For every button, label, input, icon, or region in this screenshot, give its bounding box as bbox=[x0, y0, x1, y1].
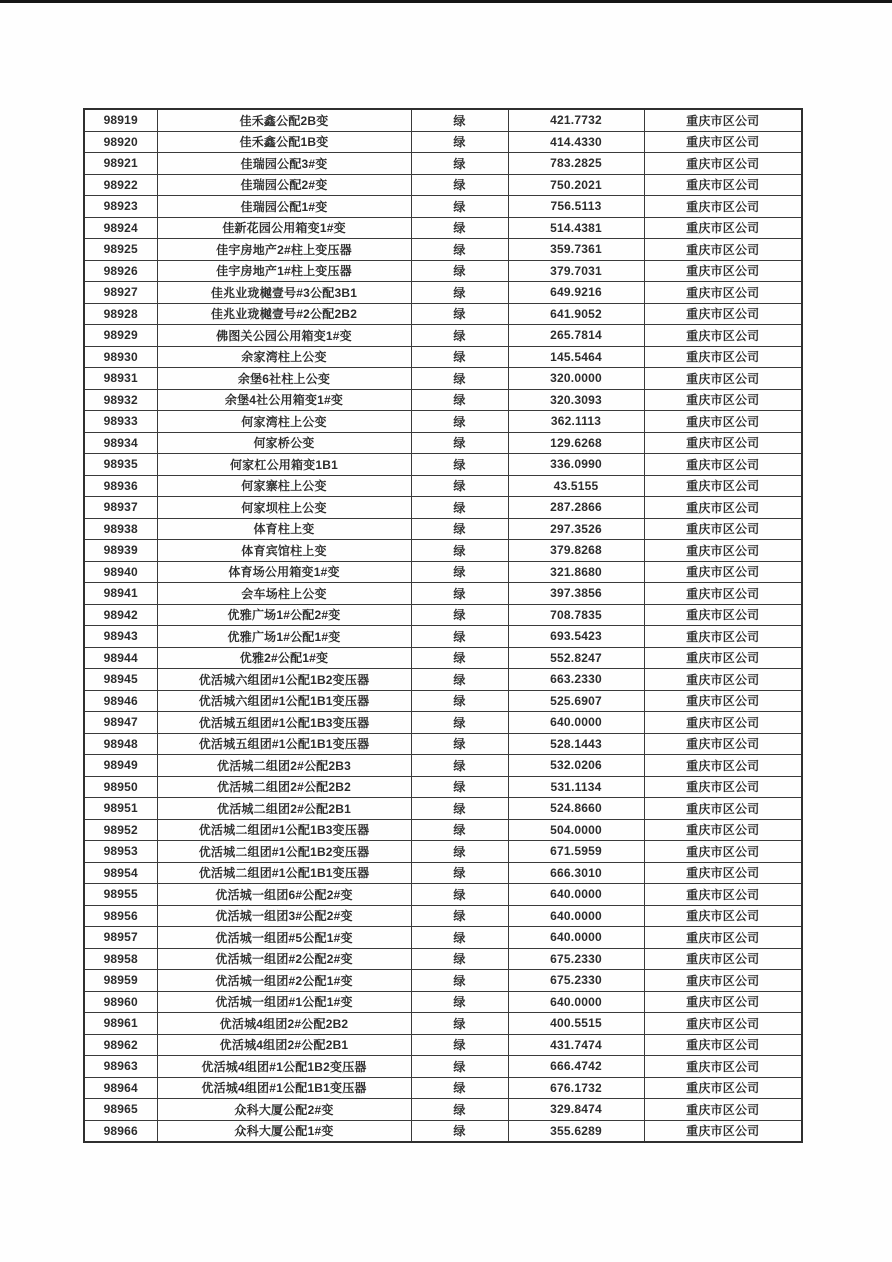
cell-value: 750.2021 bbox=[508, 174, 644, 196]
cell-status: 绿 bbox=[411, 604, 508, 626]
cell-company: 重庆市区公司 bbox=[644, 497, 802, 519]
cell-company: 重庆市区公司 bbox=[644, 712, 802, 734]
cell-company: 重庆市区公司 bbox=[644, 690, 802, 712]
cell-record-name: 佳瑞园公配3#变 bbox=[157, 153, 411, 175]
table-row bbox=[84, 626, 802, 648]
cell-value: 663.2330 bbox=[508, 669, 644, 691]
table-row bbox=[84, 368, 802, 390]
scan-top-rule bbox=[0, 0, 892, 3]
table-row bbox=[84, 303, 802, 325]
cell-record-name: 优活城五组团#1公配1B1变压器 bbox=[157, 733, 411, 755]
table-row bbox=[84, 561, 802, 583]
cell-value: 321.8680 bbox=[508, 561, 644, 583]
cell-record-id: 98943 bbox=[84, 626, 157, 648]
cell-record-name: 众科大厦公配2#变 bbox=[157, 1099, 411, 1121]
cell-status: 绿 bbox=[411, 518, 508, 540]
cell-value: 552.8247 bbox=[508, 647, 644, 669]
cell-record-id: 98962 bbox=[84, 1034, 157, 1056]
cell-company: 重庆市区公司 bbox=[644, 733, 802, 755]
cell-company: 重庆市区公司 bbox=[644, 518, 802, 540]
cell-record-id: 98956 bbox=[84, 905, 157, 927]
cell-record-id: 98954 bbox=[84, 862, 157, 884]
cell-record-name: 众科大厦公配1#变 bbox=[157, 1120, 411, 1142]
cell-company: 重庆市区公司 bbox=[644, 948, 802, 970]
cell-status: 绿 bbox=[411, 669, 508, 691]
cell-company: 重庆市区公司 bbox=[644, 755, 802, 777]
cell-company: 重庆市区公司 bbox=[644, 1056, 802, 1078]
table-row bbox=[84, 884, 802, 906]
cell-status: 绿 bbox=[411, 1013, 508, 1035]
cell-record-id: 98946 bbox=[84, 690, 157, 712]
table-row bbox=[84, 346, 802, 368]
cell-value: 336.0990 bbox=[508, 454, 644, 476]
cell-company: 重庆市区公司 bbox=[644, 217, 802, 239]
cell-record-name: 体育柱上变 bbox=[157, 518, 411, 540]
cell-status: 绿 bbox=[411, 475, 508, 497]
table-row bbox=[84, 260, 802, 282]
cell-company: 重庆市区公司 bbox=[644, 583, 802, 605]
cell-company: 重庆市区公司 bbox=[644, 604, 802, 626]
cell-record-id: 98934 bbox=[84, 432, 157, 454]
table-row bbox=[84, 970, 802, 992]
transformer-records-table bbox=[83, 108, 803, 1143]
cell-status: 绿 bbox=[411, 841, 508, 863]
cell-status: 绿 bbox=[411, 755, 508, 777]
cell-record-name: 优活城一组团#2公配1#变 bbox=[157, 970, 411, 992]
cell-status: 绿 bbox=[411, 174, 508, 196]
cell-value: 525.6907 bbox=[508, 690, 644, 712]
table-row bbox=[84, 669, 802, 691]
cell-value: 379.7031 bbox=[508, 260, 644, 282]
cell-company: 重庆市区公司 bbox=[644, 927, 802, 949]
table-row bbox=[84, 841, 802, 863]
table-row bbox=[84, 1120, 802, 1142]
cell-record-name: 体育宾馆柱上变 bbox=[157, 540, 411, 562]
cell-record-id: 98937 bbox=[84, 497, 157, 519]
cell-value: 320.3093 bbox=[508, 389, 644, 411]
cell-status: 绿 bbox=[411, 862, 508, 884]
cell-value: 675.2330 bbox=[508, 970, 644, 992]
cell-status: 绿 bbox=[411, 776, 508, 798]
cell-record-id: 98926 bbox=[84, 260, 157, 282]
table-row bbox=[84, 540, 802, 562]
cell-company: 重庆市区公司 bbox=[644, 776, 802, 798]
table-row bbox=[84, 1034, 802, 1056]
cell-record-id: 98957 bbox=[84, 927, 157, 949]
cell-record-name: 优活城一组团6#公配2#变 bbox=[157, 884, 411, 906]
cell-value: 532.0206 bbox=[508, 755, 644, 777]
cell-record-name: 优活城二组团2#公配2B3 bbox=[157, 755, 411, 777]
table-row bbox=[84, 389, 802, 411]
cell-record-id: 98933 bbox=[84, 411, 157, 433]
cell-status: 绿 bbox=[411, 411, 508, 433]
table-row bbox=[84, 712, 802, 734]
cell-status: 绿 bbox=[411, 239, 508, 261]
cell-company: 重庆市区公司 bbox=[644, 626, 802, 648]
table-row bbox=[84, 927, 802, 949]
cell-record-id: 98938 bbox=[84, 518, 157, 540]
cell-value: 287.2866 bbox=[508, 497, 644, 519]
cell-record-name: 优活城五组团#1公配1B3变压器 bbox=[157, 712, 411, 734]
cell-record-id: 98936 bbox=[84, 475, 157, 497]
cell-company: 重庆市区公司 bbox=[644, 174, 802, 196]
cell-company: 重庆市区公司 bbox=[644, 346, 802, 368]
cell-value: 43.5155 bbox=[508, 475, 644, 497]
cell-record-name: 佛图关公园公用箱变1#变 bbox=[157, 325, 411, 347]
cell-record-id: 98928 bbox=[84, 303, 157, 325]
table-row bbox=[84, 475, 802, 497]
cell-record-id: 98959 bbox=[84, 970, 157, 992]
cell-status: 绿 bbox=[411, 196, 508, 218]
cell-value: 524.8660 bbox=[508, 798, 644, 820]
cell-record-id: 98939 bbox=[84, 540, 157, 562]
cell-value: 397.3856 bbox=[508, 583, 644, 605]
cell-value: 320.0000 bbox=[508, 368, 644, 390]
cell-value: 693.5423 bbox=[508, 626, 644, 648]
table-row bbox=[84, 604, 802, 626]
cell-value: 531.1134 bbox=[508, 776, 644, 798]
cell-record-name: 佳兆业珑樾壹号#2公配2B2 bbox=[157, 303, 411, 325]
table-row bbox=[84, 497, 802, 519]
table-row bbox=[84, 196, 802, 218]
cell-value: 400.5515 bbox=[508, 1013, 644, 1035]
cell-record-name: 佳宇房地产1#柱上变压器 bbox=[157, 260, 411, 282]
cell-status: 绿 bbox=[411, 540, 508, 562]
cell-record-id: 98948 bbox=[84, 733, 157, 755]
cell-record-name: 优活城4组团2#公配2B2 bbox=[157, 1013, 411, 1035]
table-row bbox=[84, 1077, 802, 1099]
cell-record-name: 优活城4组团2#公配2B1 bbox=[157, 1034, 411, 1056]
cell-value: 514.4381 bbox=[508, 217, 644, 239]
cell-company: 重庆市区公司 bbox=[644, 862, 802, 884]
cell-status: 绿 bbox=[411, 1056, 508, 1078]
cell-company: 重庆市区公司 bbox=[644, 239, 802, 261]
table-row bbox=[84, 1013, 802, 1035]
cell-value: 640.0000 bbox=[508, 927, 644, 949]
table-row bbox=[84, 239, 802, 261]
cell-value: 504.0000 bbox=[508, 819, 644, 841]
cell-record-id: 98965 bbox=[84, 1099, 157, 1121]
table-row bbox=[84, 798, 802, 820]
cell-record-id: 98931 bbox=[84, 368, 157, 390]
cell-company: 重庆市区公司 bbox=[644, 991, 802, 1013]
table-row bbox=[84, 647, 802, 669]
cell-status: 绿 bbox=[411, 325, 508, 347]
cell-record-name: 何家坝柱上公变 bbox=[157, 497, 411, 519]
table-row bbox=[84, 518, 802, 540]
cell-record-name: 佳兆业珑樾壹号#3公配3B1 bbox=[157, 282, 411, 304]
cell-company: 重庆市区公司 bbox=[644, 1099, 802, 1121]
cell-record-id: 98960 bbox=[84, 991, 157, 1013]
cell-value: 675.2330 bbox=[508, 948, 644, 970]
cell-value: 528.1443 bbox=[508, 733, 644, 755]
cell-company: 重庆市区公司 bbox=[644, 970, 802, 992]
cell-value: 640.0000 bbox=[508, 712, 644, 734]
cell-record-id: 98919 bbox=[84, 109, 157, 131]
cell-value: 297.3526 bbox=[508, 518, 644, 540]
cell-value: 708.7835 bbox=[508, 604, 644, 626]
cell-company: 重庆市区公司 bbox=[644, 1077, 802, 1099]
cell-record-name: 佳宇房地产2#柱上变压器 bbox=[157, 239, 411, 261]
cell-status: 绿 bbox=[411, 109, 508, 131]
cell-record-id: 98930 bbox=[84, 346, 157, 368]
cell-record-name: 体育场公用箱变1#变 bbox=[157, 561, 411, 583]
cell-value: 355.6289 bbox=[508, 1120, 644, 1142]
cell-record-id: 98966 bbox=[84, 1120, 157, 1142]
cell-company: 重庆市区公司 bbox=[644, 647, 802, 669]
table-row bbox=[84, 411, 802, 433]
cell-value: 414.4330 bbox=[508, 131, 644, 153]
table-row bbox=[84, 217, 802, 239]
cell-status: 绿 bbox=[411, 497, 508, 519]
cell-value: 421.7732 bbox=[508, 109, 644, 131]
cell-status: 绿 bbox=[411, 733, 508, 755]
cell-record-name: 优雅广场1#公配2#变 bbox=[157, 604, 411, 626]
cell-record-id: 98953 bbox=[84, 841, 157, 863]
cell-value: 362.1113 bbox=[508, 411, 644, 433]
cell-record-id: 98921 bbox=[84, 153, 157, 175]
cell-value: 676.1732 bbox=[508, 1077, 644, 1099]
cell-record-name: 优活城一组团3#公配2#变 bbox=[157, 905, 411, 927]
cell-record-id: 98932 bbox=[84, 389, 157, 411]
table-row bbox=[84, 282, 802, 304]
table-row bbox=[84, 153, 802, 175]
cell-company: 重庆市区公司 bbox=[644, 368, 802, 390]
cell-company: 重庆市区公司 bbox=[644, 669, 802, 691]
cell-record-name: 优活城二组团2#公配2B1 bbox=[157, 798, 411, 820]
cell-value: 641.9052 bbox=[508, 303, 644, 325]
cell-company: 重庆市区公司 bbox=[644, 1034, 802, 1056]
cell-company: 重庆市区公司 bbox=[644, 389, 802, 411]
cell-value: 756.5113 bbox=[508, 196, 644, 218]
cell-value: 671.5959 bbox=[508, 841, 644, 863]
table-row bbox=[84, 862, 802, 884]
cell-value: 329.8474 bbox=[508, 1099, 644, 1121]
table-row bbox=[84, 733, 802, 755]
cell-status: 绿 bbox=[411, 583, 508, 605]
cell-status: 绿 bbox=[411, 1077, 508, 1099]
cell-status: 绿 bbox=[411, 948, 508, 970]
cell-record-name: 优活城二组团2#公配2B2 bbox=[157, 776, 411, 798]
cell-company: 重庆市区公司 bbox=[644, 841, 802, 863]
cell-record-id: 98952 bbox=[84, 819, 157, 841]
cell-record-id: 98950 bbox=[84, 776, 157, 798]
cell-record-id: 98924 bbox=[84, 217, 157, 239]
cell-record-name: 何家寨柱上公变 bbox=[157, 475, 411, 497]
cell-record-name: 优活城一组团#1公配1#变 bbox=[157, 991, 411, 1013]
cell-value: 640.0000 bbox=[508, 991, 644, 1013]
cell-record-id: 98958 bbox=[84, 948, 157, 970]
cell-record-name: 优活城二组团#1公配1B2变压器 bbox=[157, 841, 411, 863]
cell-value: 666.4742 bbox=[508, 1056, 644, 1078]
cell-record-id: 98944 bbox=[84, 647, 157, 669]
cell-company: 重庆市区公司 bbox=[644, 325, 802, 347]
cell-record-name: 优活城六组团#1公配1B1变压器 bbox=[157, 690, 411, 712]
cell-company: 重庆市区公司 bbox=[644, 131, 802, 153]
cell-record-name: 会车场柱上公变 bbox=[157, 583, 411, 605]
cell-record-name: 优活城4组团#1公配1B1变压器 bbox=[157, 1077, 411, 1099]
cell-company: 重庆市区公司 bbox=[644, 303, 802, 325]
cell-status: 绿 bbox=[411, 798, 508, 820]
cell-status: 绿 bbox=[411, 927, 508, 949]
cell-company: 重庆市区公司 bbox=[644, 282, 802, 304]
cell-status: 绿 bbox=[411, 626, 508, 648]
table-row bbox=[84, 991, 802, 1013]
table-row bbox=[84, 905, 802, 927]
table-body bbox=[84, 109, 802, 1142]
cell-status: 绿 bbox=[411, 217, 508, 239]
cell-status: 绿 bbox=[411, 690, 508, 712]
cell-record-name: 优雅广场1#公配1#变 bbox=[157, 626, 411, 648]
cell-record-id: 98963 bbox=[84, 1056, 157, 1078]
cell-record-name: 余家湾柱上公变 bbox=[157, 346, 411, 368]
cell-company: 重庆市区公司 bbox=[644, 153, 802, 175]
cell-value: 265.7814 bbox=[508, 325, 644, 347]
cell-record-name: 优活城六组团#1公配1B2变压器 bbox=[157, 669, 411, 691]
cell-record-name: 优活城4组团#1公配1B2变压器 bbox=[157, 1056, 411, 1078]
cell-record-id: 98964 bbox=[84, 1077, 157, 1099]
cell-status: 绿 bbox=[411, 454, 508, 476]
cell-record-id: 98942 bbox=[84, 604, 157, 626]
cell-company: 重庆市区公司 bbox=[644, 475, 802, 497]
table-row bbox=[84, 109, 802, 131]
cell-status: 绿 bbox=[411, 432, 508, 454]
cell-status: 绿 bbox=[411, 153, 508, 175]
cell-record-id: 98955 bbox=[84, 884, 157, 906]
cell-company: 重庆市区公司 bbox=[644, 561, 802, 583]
table-row bbox=[84, 174, 802, 196]
table-row bbox=[84, 819, 802, 841]
cell-record-id: 98961 bbox=[84, 1013, 157, 1035]
cell-status: 绿 bbox=[411, 1099, 508, 1121]
cell-company: 重庆市区公司 bbox=[644, 109, 802, 131]
cell-value: 129.6268 bbox=[508, 432, 644, 454]
cell-record-id: 98935 bbox=[84, 454, 157, 476]
cell-status: 绿 bbox=[411, 905, 508, 927]
cell-record-name: 优活城二组团#1公配1B3变压器 bbox=[157, 819, 411, 841]
cell-value: 640.0000 bbox=[508, 905, 644, 927]
cell-company: 重庆市区公司 bbox=[644, 196, 802, 218]
cell-record-name: 佳瑞园公配2#变 bbox=[157, 174, 411, 196]
cell-value: 666.3010 bbox=[508, 862, 644, 884]
cell-value: 640.0000 bbox=[508, 884, 644, 906]
cell-value: 783.2825 bbox=[508, 153, 644, 175]
cell-record-name: 余堡4社公用箱变1#变 bbox=[157, 389, 411, 411]
cell-status: 绿 bbox=[411, 131, 508, 153]
cell-record-name: 佳禾鑫公配1B变 bbox=[157, 131, 411, 153]
cell-record-name: 余堡6社柱上公变 bbox=[157, 368, 411, 390]
cell-record-name: 优活城二组团#1公配1B1变压器 bbox=[157, 862, 411, 884]
cell-value: 359.7361 bbox=[508, 239, 644, 261]
cell-company: 重庆市区公司 bbox=[644, 1013, 802, 1035]
cell-company: 重庆市区公司 bbox=[644, 819, 802, 841]
cell-value: 431.7474 bbox=[508, 1034, 644, 1056]
cell-record-id: 98922 bbox=[84, 174, 157, 196]
cell-record-id: 98940 bbox=[84, 561, 157, 583]
cell-record-id: 98947 bbox=[84, 712, 157, 734]
cell-company: 重庆市区公司 bbox=[644, 905, 802, 927]
cell-value: 145.5464 bbox=[508, 346, 644, 368]
cell-value: 379.8268 bbox=[508, 540, 644, 562]
cell-record-name: 优活城一组团#2公配2#变 bbox=[157, 948, 411, 970]
table-row bbox=[84, 690, 802, 712]
cell-record-id: 98949 bbox=[84, 755, 157, 777]
cell-status: 绿 bbox=[411, 303, 508, 325]
table-row bbox=[84, 1056, 802, 1078]
cell-record-id: 98941 bbox=[84, 583, 157, 605]
cell-status: 绿 bbox=[411, 1034, 508, 1056]
cell-company: 重庆市区公司 bbox=[644, 260, 802, 282]
cell-record-name: 优活城一组团#5公配1#变 bbox=[157, 927, 411, 949]
cell-record-id: 98923 bbox=[84, 196, 157, 218]
cell-record-id: 98920 bbox=[84, 131, 157, 153]
table-row bbox=[84, 776, 802, 798]
cell-status: 绿 bbox=[411, 561, 508, 583]
cell-company: 重庆市区公司 bbox=[644, 432, 802, 454]
cell-status: 绿 bbox=[411, 647, 508, 669]
cell-record-name: 优雅2#公配1#变 bbox=[157, 647, 411, 669]
table-row bbox=[84, 1099, 802, 1121]
cell-company: 重庆市区公司 bbox=[644, 884, 802, 906]
cell-company: 重庆市区公司 bbox=[644, 798, 802, 820]
cell-record-name: 何家桥公变 bbox=[157, 432, 411, 454]
cell-status: 绿 bbox=[411, 389, 508, 411]
cell-record-name: 佳瑞园公配1#变 bbox=[157, 196, 411, 218]
table-row bbox=[84, 131, 802, 153]
cell-status: 绿 bbox=[411, 970, 508, 992]
table-row bbox=[84, 432, 802, 454]
table-row bbox=[84, 755, 802, 777]
cell-status: 绿 bbox=[411, 712, 508, 734]
cell-company: 重庆市区公司 bbox=[644, 411, 802, 433]
table-row bbox=[84, 948, 802, 970]
cell-status: 绿 bbox=[411, 884, 508, 906]
cell-record-id: 98929 bbox=[84, 325, 157, 347]
cell-company: 重庆市区公司 bbox=[644, 1120, 802, 1142]
cell-status: 绿 bbox=[411, 260, 508, 282]
table-row bbox=[84, 583, 802, 605]
cell-record-id: 98927 bbox=[84, 282, 157, 304]
cell-record-name: 佳禾鑫公配2B变 bbox=[157, 109, 411, 131]
cell-status: 绿 bbox=[411, 819, 508, 841]
table-row bbox=[84, 454, 802, 476]
cell-record-id: 98925 bbox=[84, 239, 157, 261]
cell-value: 649.9216 bbox=[508, 282, 644, 304]
cell-company: 重庆市区公司 bbox=[644, 454, 802, 476]
cell-status: 绿 bbox=[411, 1120, 508, 1142]
cell-status: 绿 bbox=[411, 282, 508, 304]
cell-record-name: 佳新花园公用箱变1#变 bbox=[157, 217, 411, 239]
table-row bbox=[84, 325, 802, 347]
cell-status: 绿 bbox=[411, 346, 508, 368]
cell-status: 绿 bbox=[411, 368, 508, 390]
cell-record-name: 何家湾柱上公变 bbox=[157, 411, 411, 433]
cell-company: 重庆市区公司 bbox=[644, 540, 802, 562]
cell-status: 绿 bbox=[411, 991, 508, 1013]
cell-record-id: 98951 bbox=[84, 798, 157, 820]
cell-record-id: 98945 bbox=[84, 669, 157, 691]
cell-record-name: 何家杠公用箱变1B1 bbox=[157, 454, 411, 476]
